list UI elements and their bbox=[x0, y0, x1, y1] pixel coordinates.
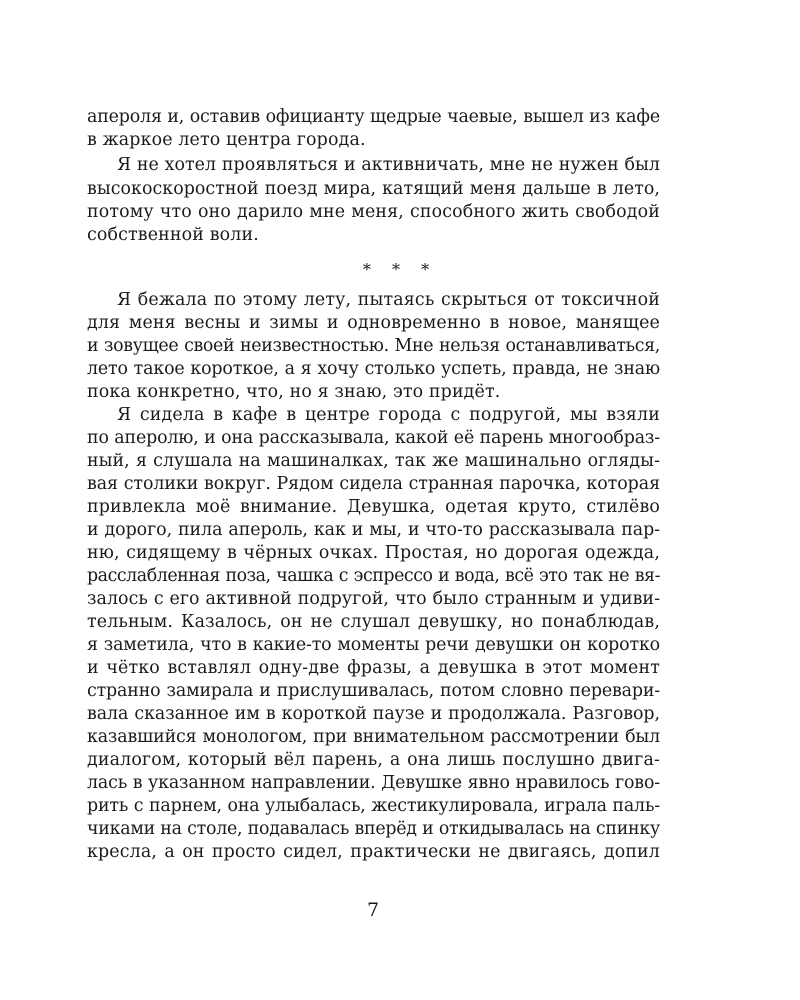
text-line: Я бежала по этому лету, пытаясь скрыться от токсичной bbox=[117, 290, 660, 310]
text-line: вая столики вокруг. Рядом сидела странная парочка, которая bbox=[87, 474, 660, 494]
text-line: по аперолю, и она рассказывала, какой её парень многообраз- bbox=[87, 428, 660, 448]
text-line: ный, я слушала на машиналках, так же машинально огляды- bbox=[87, 451, 660, 471]
text-line: странно замирала и прислушивалась, потом словно перевари- bbox=[87, 681, 660, 701]
text-line: чиками на столе, подавалась вперёд и откидывалась на спинку bbox=[87, 819, 660, 839]
text-line: привлекла моё внимание. Девушка, одетая круто, стилёво bbox=[87, 497, 660, 517]
text-line: собственной воли. bbox=[87, 225, 259, 245]
text-line: рить с парнем, она улыбалась, жестикулировала, играла паль- bbox=[87, 796, 660, 816]
text-line: я заметила, что в какие-то моменты речи девушки он коротко bbox=[87, 635, 660, 655]
section-divider: * * * bbox=[362, 260, 438, 279]
text-line: вала сказанное им в короткой паузе и продолжала. Разговор, bbox=[87, 704, 660, 724]
text-line: и зовущее своей неизвестностью. Мне нельзя останавливаться, bbox=[87, 336, 660, 356]
text-line: пока конкретно, что, но я знаю, это придёт. bbox=[87, 382, 501, 402]
text-line: и чётко вставлял одну-две фразы, а девушка в этот момент bbox=[87, 658, 660, 678]
text-line: залось с его активной подругой, что было странным и удиви- bbox=[87, 589, 660, 609]
text-line: лась в указанном направлении. Девушке явно нравилось гово- bbox=[87, 773, 660, 793]
text-line: кресла, а он просто сидел, практически не двигаясь, допил bbox=[87, 842, 660, 862]
text-line: потому что оно дарило мне меня, способного жить свободой bbox=[87, 202, 660, 222]
text-line: Я сидела в кафе в центре города с подругой, мы взяли bbox=[117, 405, 660, 425]
text-line: расслабленная поза, чашка с эспрессо и вода, всё это так не вя- bbox=[87, 566, 660, 586]
page-number: 7 bbox=[366, 899, 380, 921]
text-line: в жаркое лето центра города. bbox=[87, 130, 366, 150]
text-line: диалогом, который вёл парень, а она лишь послушно двига- bbox=[87, 750, 660, 770]
text-line: ню, сидящему в чёрных очках. Простая, но дорогая одежда, bbox=[87, 543, 660, 563]
text-line: тельным. Казалось, он не слушал девушку, но понаблюдав, bbox=[87, 612, 660, 632]
text-line: и дорого, пила апероль, как и мы, и что-то рассказывала пар- bbox=[87, 520, 660, 540]
text-line: казавшийся монологом, при внимательном рассмотрении был bbox=[87, 727, 660, 747]
text-line: лето такое короткое, а я хочу столько успеть, правда, не знаю bbox=[87, 359, 660, 379]
text-line: высокоскоростной поезд мира, катящий меня дальше в лето, bbox=[87, 179, 660, 199]
text-line: для меня весны и зимы и одновременно в новое, манящее bbox=[87, 313, 660, 333]
text-line: апероля и, оставив официанту щедрые чаевые, вышел из кафе bbox=[87, 107, 660, 127]
text-line: Я не хотел проявляться и активничать, мне не нужен был bbox=[117, 155, 660, 175]
